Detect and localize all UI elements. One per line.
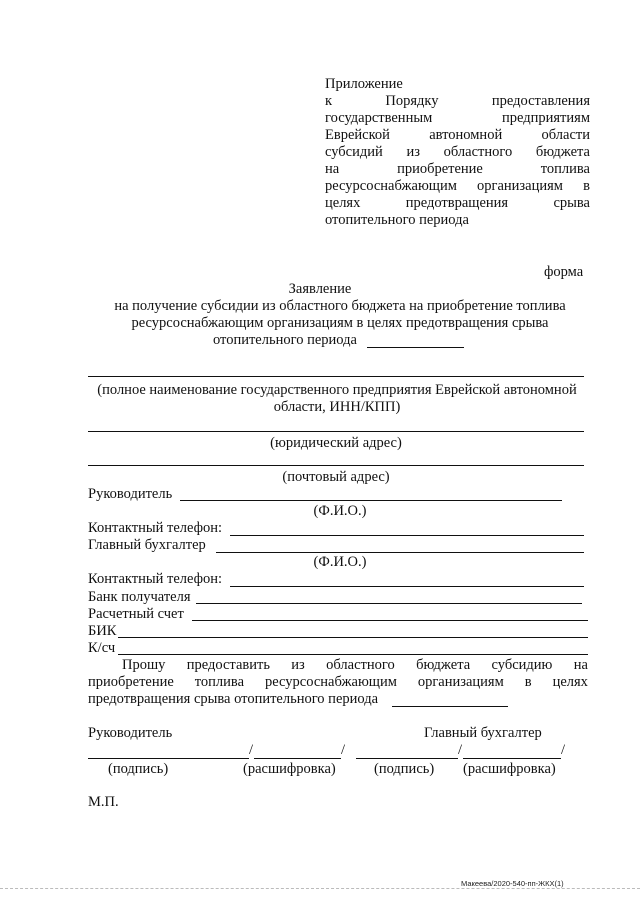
postal-address-line[interactable] <box>88 465 584 466</box>
signature-chief-accountant-label: Главный бухгалтер <box>424 725 542 741</box>
word: областного <box>443 144 513 160</box>
word: Еврейской <box>325 127 390 143</box>
word: предоставления <box>491 93 590 109</box>
bik-line[interactable] <box>118 637 588 638</box>
corr-account-line[interactable] <box>118 654 588 655</box>
appendix-line <box>325 127 590 145</box>
word: организациям <box>477 178 563 194</box>
appendix-line <box>325 93 590 111</box>
word: ресурсоснабжающим <box>265 674 397 690</box>
word: государственным <box>325 110 433 126</box>
contact-phone-label: Контактный телефон: <box>88 571 223 587</box>
contact-phone-line[interactable] <box>230 535 584 536</box>
chief-accountant-name-line[interactable] <box>216 552 584 553</box>
legal-address-line[interactable] <box>88 431 584 432</box>
document-title: Заявление <box>288 281 352 297</box>
word: на <box>573 657 588 673</box>
signature-caption: (подпись) <box>108 761 169 777</box>
contact-phone-label: Контактный телефон: <box>88 520 223 536</box>
accountant-decoding-line[interactable] <box>463 758 561 759</box>
signature-caption: (подпись) <box>374 761 435 777</box>
word: топлива <box>194 674 245 690</box>
word: Прошу <box>122 657 166 673</box>
word: предотвращения <box>405 195 509 211</box>
appendix-line <box>325 178 590 196</box>
word: приобретение <box>397 161 483 177</box>
word: топлива <box>540 161 590 177</box>
word: ресурсоснабжающим <box>325 178 457 194</box>
bik-label: БИК <box>88 623 117 639</box>
word: областного <box>326 657 395 673</box>
chief-accountant-label: Главный бухгалтер <box>88 537 206 553</box>
appendix-title: Приложение <box>325 76 403 92</box>
form-label: форма <box>544 264 584 280</box>
request-period-blank-line[interactable] <box>392 706 508 707</box>
slash: / <box>561 742 566 758</box>
fio-caption: (Ф.И.О.) <box>313 554 367 570</box>
word: бюджета <box>416 657 471 673</box>
stamp-place: М.П. <box>88 794 119 810</box>
slash: / <box>249 742 254 758</box>
slash: / <box>458 742 463 758</box>
word: области <box>541 127 590 143</box>
contact-phone-line[interactable] <box>230 586 584 587</box>
word: к <box>325 93 333 109</box>
request-line <box>122 657 588 675</box>
request-line: предотвращения срыва отопительного периода <box>88 691 379 707</box>
word: автономной <box>429 127 503 143</box>
word: из <box>406 144 420 160</box>
word: бюджета <box>535 144 590 160</box>
word: приобретение <box>88 674 174 690</box>
director-signature-line[interactable] <box>88 758 249 759</box>
appendix-line <box>325 144 590 162</box>
appendix-line <box>325 195 590 213</box>
period-blank-line[interactable] <box>367 347 464 348</box>
organization-caption: (полное наименование государственного предприятия Еврейской автономной <box>97 382 577 398</box>
word: из <box>291 657 305 673</box>
document-subtitle-line: ресурсоснабжающим организациям в целях предотвращения срыва <box>131 315 549 331</box>
decoding-caption: (расшифровка) <box>243 761 336 777</box>
postal-address-caption: (почтовый адрес) <box>282 469 390 485</box>
word: организациям <box>417 674 504 690</box>
word: субсидию <box>491 657 553 673</box>
director-name-line[interactable] <box>180 500 562 501</box>
legal-address-caption: (юридический адрес) <box>270 435 402 451</box>
word: субсидий <box>325 144 383 160</box>
organization-name-line[interactable] <box>88 376 584 377</box>
appendix-line <box>325 110 590 128</box>
word: предоставить <box>186 657 270 673</box>
director-label: Руководитель <box>88 486 173 502</box>
bank-line[interactable] <box>196 603 582 604</box>
word: целях <box>325 195 361 211</box>
bank-label: Банк получателя <box>88 589 191 605</box>
word: Порядку <box>385 93 439 109</box>
appendix-line <box>325 161 590 179</box>
signature-director-label: Руководитель <box>88 725 173 741</box>
corr-account-label: К/сч <box>88 640 116 656</box>
request-line <box>88 674 588 692</box>
word: в <box>583 178 590 194</box>
footer-code: Макеева/2020-540-пп-ЖКХ(1) <box>461 879 564 888</box>
word: предприятиям <box>501 110 590 126</box>
accountant-signature-line[interactable] <box>356 758 458 759</box>
director-decoding-line[interactable] <box>254 758 341 759</box>
organization-caption: области, ИНН/КПП) <box>273 399 401 415</box>
account-line[interactable] <box>192 620 588 621</box>
word: в <box>524 674 532 690</box>
document-subtitle-line: отопительного периода <box>213 332 357 348</box>
decoding-caption: (расшифровка) <box>463 761 556 777</box>
word: целях <box>552 674 588 690</box>
word: на <box>325 161 340 177</box>
fio-caption: (Ф.И.О.) <box>313 503 367 519</box>
account-label: Расчетный счет <box>88 606 184 622</box>
slash: / <box>341 742 346 758</box>
appendix-line: отопительного периода <box>325 212 469 228</box>
document-subtitle-line: на получение субсидии из областного бюджета на приобретение топлива <box>114 298 566 314</box>
word: срыва <box>553 195 590 211</box>
